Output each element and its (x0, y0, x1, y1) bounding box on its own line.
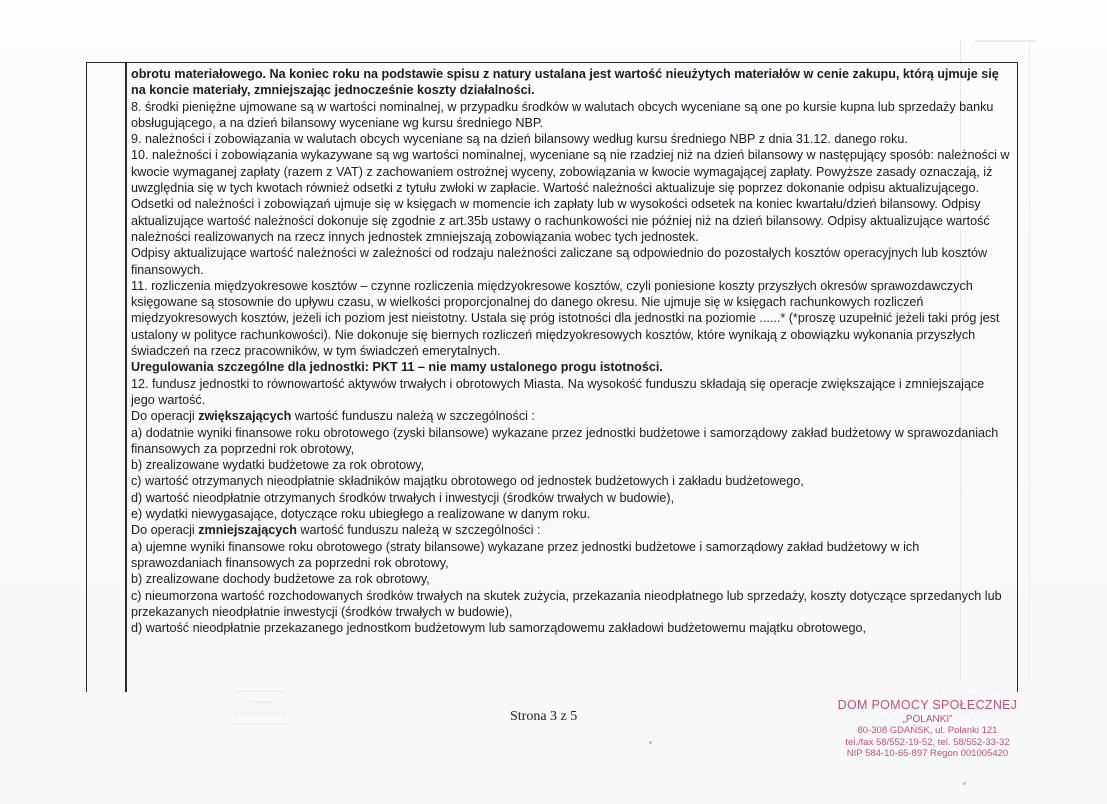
paragraph-item-11: 11. rozliczenia międzyokresowe kosztów – czynne rozliczenia międzyokresowe kosztów, czyli poniesione koszty przyszłych okresów sprawozdawczych księgowane są stosownie do upływu czasu, w wielkości proporcjonalnej do danego okresu. Nie ujmuje się w księgach rachunkowych rozliczeń międzyokresowych kosztów, jeżeli ich poziom jest nieistotny. Ustala się próg istotności dla jednostki na poziomie ......* (*proszę uzupełnić jeżeli taki próg jest ustalony w polityce rachunkowości). Nie dokonuje się biernych rozliczeń międzyokresowych kosztów, które wynikają z obowiązku wykonania przyszłych świadczeń na rzecz pracowników, w tym świadczeń emerytalnych. (131, 278, 1000, 359)
decrease-item-a: a) ujemne wyniki finansowe roku obrotowego (straty bilansowe) wykazane przez jednostki budżetowe i samorządowy zakład budżetowy w ich sprawozdaniach finansowych za poprzedni rok obrotowy, (131, 539, 920, 570)
decrease-item-c: c) nieumorzona wartość rozchodowanych środków trwałych na skutek zużycia, przekazania nieodpłatnego lub sprzedaży, koszty dotyczące sprzedanych lub przekazanych nieodpłatnie inwestycji (środków trwałych w budowie), (131, 588, 1002, 619)
paragraph-materials: obrotu materiałowego. Na koniec roku na podstawie spisu z natury ustalana jest wartość nieużytych materiałów w cenie zakupu, którą ujmuje się na koncie materiały, zmniejszając jednocześnie koszty działalności. (131, 67, 999, 98)
scan-speck (649, 741, 652, 744)
stamp-phone: tel./fax 58/552-19-52, tel. 58/552-33-32 (845, 736, 1010, 748)
institution-stamp (820, 698, 1035, 760)
decrease-intro: Do operacji zmniejszających wartość funduszu należą w szczególności : (131, 523, 541, 538)
stamp-address: 80-308 GDAŃSK, ul. Polanki 121 (857, 725, 998, 736)
paragraph-item-9: 9. należności i zobowiązania w walutach obcych wyceniane są na dzień bilansowy według kursu średniego NBP z dnia 31.12. danego roku. (131, 132, 908, 147)
stamp-name: DOM POMOCY SPOŁECZNEJ (837, 698, 1018, 712)
decrease-item-b: b) zrealizowane dochody budżetowe za rok obrotowy, (131, 572, 430, 587)
increase-item-d: d) wartość nieodpłatnie otrzymanych środków trwałych i inwestycji (środków trwałych w budowie), (131, 490, 675, 505)
paragraph-item-8: 8. środki pieniężne ujmowane są w wartości nominalnej, w przypadku środków w walutach obcych wyceniane są one po kursie kupna lub sprzedaży banku obsługującego, a na dzień bilansowy wyceniane wg kursu średniego NBP. (131, 99, 994, 130)
scan-speck (963, 782, 966, 785)
increase-item-a: a) dodatnie wyniki finansowe roku obrotowego (zyski bilansowe) wykazane przez jednostki budżetowe i samorządowy zakład budżetowy w sprawozdaniach finansowych za poprzedni rok obrotowy, (131, 425, 999, 456)
page-number: Strona 3 z 5 (510, 709, 578, 724)
increase-item-e: e) wydatki niewygasające, dotyczące roku ubiegłego a realizowane w danym roku. (131, 507, 591, 522)
bleed-through-mark (975, 40, 1035, 42)
decrease-item-d: d) wartość nieodpłatnie przekazanego jednostkom budżetowym lub samorządowemu zakładowi budżetowemu majątku obrotowego, (131, 621, 867, 636)
paragraph-item-10: 10. należności i zobowiązania wykazywane są wg wartości nominalnej, wyceniane są nie rzadziej niż na dzień bilansowy w następujący sposób: należności w kwocie wymaganej zapłaty (razem z VAT) z zachowaniem ostrożnej wyceny, zobowiązania w kwocie wymagającej zapłaty. Powyższe zasady oznaczają, iż uwzględnia się w tych kwotach również odsetki z tytułu zwłoki w zapłacie. Wartość należności aktualizuje się poprzez dokonanie odpisu aktualizującego. Odsetki od należności i zobowiązań ujmuje się w księgach w momencie ich zapłaty lub w wysokości odsetek na koniec kwartału/dzień bilansowy. Odpisy aktualizujące wartość należności dokonuje się zgodnie z art.35b ustawy o rachunkowości nie później niż na dzień bilansowy. Odpisy aktualizujące wartość należności realizowanych na rzecz innych jednostek zmniejszają zobowiązania wobec tych jednostek. (131, 148, 1010, 244)
increase-item-b: b) zrealizowane wydatki budżetowe za rok obrotowy, (131, 458, 425, 473)
paragraph-special-regulations: Uregulowania szczególne dla jednostki: PKT 11 – nie mamy ustalonego progu istotności. (131, 360, 663, 375)
table-column-divider (125, 62, 127, 692)
paragraph-item-12: 12. fundusz jednostki to równowartość aktywów trwałych i obrotowych Miasta. Na wysokość funduszu składają się operacje zwiększające i zmniejszające jego wartość. (131, 376, 985, 407)
increase-item-c: c) wartość otrzymanych nieodpłatnie składników majątku obrotowego od jednostek budżetowych i zakładu budżetowego, (131, 474, 804, 489)
stamp-ids: NIP 584-10-65-897 Regon 001005420 (846, 748, 1009, 759)
bleed-through-stamp: ─────── ───── ──────── ───────── (231, 686, 289, 729)
increase-intro: Do operacji zwiększających wartość funduszu należą w szczególności : (131, 409, 535, 424)
stamp-subname: „POLANKI” (902, 714, 953, 725)
paragraph-write-downs: Odpisy aktualizujące wartość należności w zależności od rodzaju należności zaliczane są odpowiednio do pozostałych kosztów operacyjnych lub kosztów finansowych. (131, 246, 988, 277)
table-content-cell (131, 66, 1011, 690)
